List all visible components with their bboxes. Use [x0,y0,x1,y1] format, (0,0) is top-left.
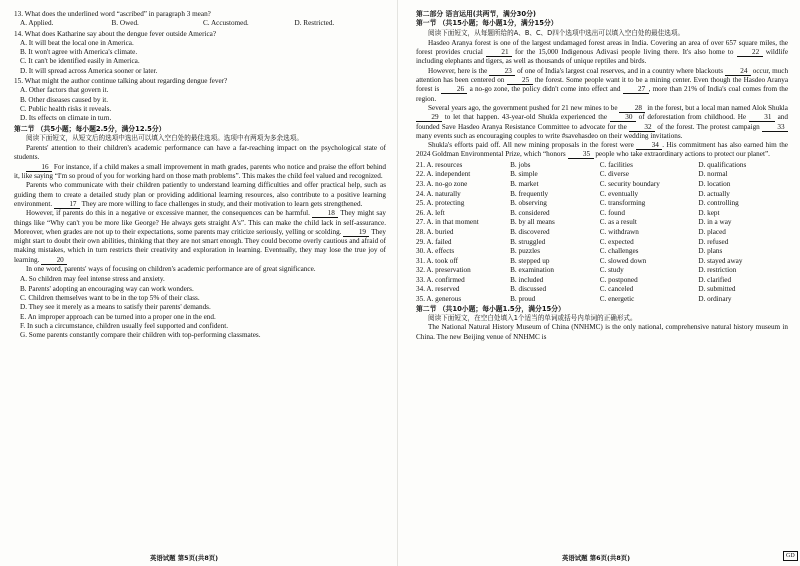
q15-option-c[interactable]: C. Public health risks it reveals. [20,104,112,113]
q13-options [14,19,386,28]
q14-stem: 14. What does Katharine say about the dengue fever outside America? [14,29,217,38]
q14-option-b[interactable]: B. It won't agree with America's climate. [20,48,138,57]
blank-35[interactable]: 35 [568,150,594,159]
cloze-option[interactable]: C. postponed [599,275,638,284]
cloze-option[interactable]: D. normal [698,170,728,179]
blank-27[interactable]: 27 [623,85,649,94]
cloze-option[interactable]: B. frequently [510,189,549,198]
section2-grammar-heading: 第二节 （共10小题；每小题1.5分，满分15分） [416,304,565,313]
q14-option-c[interactable]: C. It can't be identified easily in America. [20,57,140,66]
q15-option-b[interactable]: B. Other diseases caused by it. [20,95,109,104]
blank-28[interactable]: 28 [619,104,645,113]
passage-paragraph-4: However, if parents do this in a negative or excessive manner, the consequences can be harmful. 18 They might say things like “Why can't you be more like George? He always gets straight A's”. This can make the child lack in self-assurance. Moreover, when grades are not up to their expectations, some parents may criticize seriously, yelling or scolding. 19 They might start to doubt their own abilities, thinking that they are not smart enough. They could become overly cautious and afraid of making mistakes, which in turn restricts their creativity and exploration in learning. Eventually, they may lose the true joy of learning. 20 [14,209,386,264]
cloze-option[interactable]: D. plans [698,247,723,256]
blank-19[interactable]: 19 [343,228,369,237]
blank-16[interactable]: 16 [26,163,52,172]
choice-e[interactable]: E. An improper approach can be turned into a proper one in the end. [20,312,216,321]
q15-stem: 15. What might the author continue talking about regarding dengue fever? [14,77,228,86]
blank-21[interactable]: 21 [486,48,512,57]
q14-option-d[interactable]: D. It will spread across America sooner or later. [20,66,158,75]
cloze-option[interactable]: 24. A. naturally [416,189,461,198]
cloze-option[interactable]: D. ordinary [698,295,732,304]
cloze-option[interactable]: B. stepped up [510,256,550,265]
blank-18[interactable]: 18 [312,209,338,218]
choice-b[interactable]: B. Parents' adopting an encouraging way can work wonders. [20,284,194,293]
cloze-option[interactable]: 27. A. in that moment [416,218,479,227]
blank-30[interactable]: 30 [610,113,636,122]
cloze-option[interactable]: C. slowed down [599,256,647,265]
cloze-option[interactable]: 26. A. left [416,208,445,217]
cloze-option[interactable]: D. kept [698,208,720,217]
cloze-option[interactable]: C. canceled [599,285,634,294]
blank-34[interactable]: 34 [636,141,662,150]
cloze-paragraph-1: Hasdeo Aranya forest is one of the largest undamaged forest areas in India. Covering an area of over 657 square miles, the forest provides crucial 21 for the 15,000 Indigenous Adivasi people living there. It's also home to 22 wildlife including elephants and tigers, as well as thousands of unique reptiles and birds. [416,38,788,66]
cloze-option[interactable]: D. placed [698,227,726,236]
q13-option-c[interactable]: C. Accustomed. [203,19,249,28]
q13-option-a[interactable]: A. Applied. [20,19,54,28]
cloze-option[interactable]: B. included [510,275,544,284]
cloze-option[interactable]: 32. A. preservation [416,266,471,275]
cloze-option[interactable]: 34. A. reserved [416,285,460,294]
cloze-option[interactable]: D. refused [698,237,729,246]
cloze-option[interactable]: 35. A. generous [416,295,462,304]
cloze-option[interactable]: B. proud [510,295,536,304]
cloze-option[interactable]: D. clarified [698,275,732,284]
cloze-option[interactable]: B. observing [510,199,547,208]
left-page [14,10,386,550]
cloze-option[interactable]: C. found [599,208,625,217]
cloze-option[interactable]: 22. A. independent [416,170,471,179]
section2-heading: 第二节 （共5小题；每小题2.5分，满分12.5分） [14,124,166,133]
cloze-options-table [416,161,788,305]
cloze-option[interactable]: B. examination [510,266,555,275]
blank-29[interactable]: 29 [416,113,442,122]
cloze-option[interactable]: B. discussed [510,285,547,294]
corner-mark: GD [783,551,798,561]
cloze-option[interactable]: D. in a way [698,218,732,227]
q15-option-d[interactable]: D. Its effects on climate in turn. [20,114,112,123]
right-page [416,10,788,550]
cloze-option[interactable]: 30. A. effects [416,247,455,256]
q13-stem: 13. What does the underlined word “ascribed” in paragraph 3 mean? [14,10,211,18]
cloze-option[interactable]: C. expected [599,237,634,246]
passage-paragraph-3: Parents who communicate with their children patiently to understand learning difficulties and offer practical help, such as guiding them to create a detailed study plan or providing additional learning resources, also contribute to a positive learning environment. 17 They are more willing to face challenges in study, and their motivation to learn gets strengthened. [14,181,386,208]
cloze-option[interactable]: C. eventually [599,189,639,198]
grammar-passage: The National Natural History Museum of China (NNHMC) is the only national, comprehensive natural history museum in China. The new Beijing venue of NNHMC is [416,323,788,341]
blank-33[interactable]: 33 [762,123,788,132]
choice-d[interactable]: D. They see it merely as a means to satisfy their parents' demands. [20,303,211,312]
cloze-option[interactable]: D. location [698,179,731,188]
cloze-option[interactable]: C. challenges [599,247,639,256]
cloze-paragraph-3: Several years ago, the government pushed for 21 new mines to be 28 in the forest, but a local man named Alok Shukla 29 to let that happen. 43-year-old Shukla experienced the 30 of deforestation from childhood. He 31 and founded Save Hasdeo Aranya Resistance Committee to advocate for the 32 of the forest. The protest campaign 33 many events such as encouraging couples to write #savehasdeo on their wedding invitations. [416,103,788,140]
cloze-paragraph-2: However, here is the 23 of one of India's largest coal reserves, and in a country where blackouts 24 occur, much attention has been centered on 25 the forest. Some people want it to be a mining center. Even though the Hasdeo Aranya forest is 26 a no-go zone, the policy didn't come into effect and 27 , more than 21% of India's coal comes from the region. [416,66,788,103]
cloze-option[interactable]: 33. A. confirmed [416,275,465,284]
cloze-option[interactable]: C. as a result [599,218,637,227]
section1-instructions: 阅读下面短文，从每题所给的A、B、C、D四个选项中选出可以填入空白处的最佳选项。 [428,28,685,37]
left-page-footer: 英语试题 第5页(共8页) [150,554,219,562]
blank-31[interactable]: 31 [749,113,775,122]
passage-paragraph-2: 16 For instance, if a child makes a small improvement in math grades, parents who notice and praise the effort behind it, like saying “I'm so proud of you for working hard on those math problems”. This makes the child feel valued and recognized. [14,162,386,181]
cloze-option[interactable]: 25. A. protecting [416,199,465,208]
blank-20[interactable]: 20 [41,256,67,265]
cloze-option[interactable]: B. puzzles [510,247,541,256]
cloze-option[interactable]: B. jobs [510,160,531,169]
cloze-option[interactable]: C. energetic [599,295,635,304]
q13-option-b[interactable]: B. Owed. [111,19,139,28]
cloze-option[interactable]: B. struggled [510,237,546,246]
blank-32[interactable]: 32 [629,123,655,132]
cloze-option[interactable]: 23. A. no-go zone [416,179,468,188]
cloze-option[interactable]: D. actually [698,189,730,198]
cloze-option[interactable]: D. submitted [698,285,736,294]
choice-c[interactable]: C. Children themselves want to be in the top 5% of their class. [20,293,200,302]
cloze-option[interactable]: C. transforming [599,199,646,208]
page-fold [397,0,398,566]
section2-grammar-instructions: 阅读下面短文，在空白处填入1个适当的单词或括号内单词的正确形式。 [428,313,637,322]
passage-paragraph-1: Parents' attention to their children's academic performance can have a far-reaching impact on the psychological state of students. [14,144,386,162]
cloze-option[interactable]: D. controlling [698,199,739,208]
right-page-footer: 英语试题 第6页(共8页) [562,554,631,562]
passage-paragraph-5: In one word, parents' ways of focusing on children's academic performance are of great significance. [26,265,316,274]
cloze-option[interactable]: C. security boundary [599,179,660,188]
section1-heading: 第一节 （共15小题；每小题1分，满分15分） [416,19,558,28]
blank-17[interactable]: 17 [54,200,80,209]
choice-a[interactable]: A. So children may feel intense stress and anxiety. [20,275,165,284]
seven-choose-five-options [14,275,386,340]
cloze-option[interactable]: B. simple [510,170,538,179]
q15-options [14,86,386,123]
cloze-option[interactable]: 21. A. resources [416,160,463,169]
cloze-option[interactable]: D. restriction [698,266,737,275]
cloze-option[interactable]: C. study [599,266,624,275]
cloze-option[interactable]: C. facilities [599,160,633,169]
section2-instructions: 阅读下面短文，从短文后的选项中选出可以填入空白处的最佳选项。选项中有两项为多余选项。 [26,133,303,142]
cloze-option[interactable]: C. withdrawn [599,227,639,236]
q13-option-d[interactable]: D. Restricted. [294,19,335,28]
blank-26[interactable]: 26 [441,85,467,94]
cloze-option[interactable]: 28. A. buried [416,227,454,236]
cloze-option[interactable]: D. stayed away [698,256,743,265]
blank-23[interactable]: 23 [489,67,515,76]
cloze-option[interactable]: D. qualifications [698,160,747,169]
part2-heading: 第二部分 语言运用(共两节，满分30分) [416,10,536,18]
cloze-option[interactable]: 29. A. failed [416,237,452,246]
cloze-paragraph-4: Shukla's efforts paid off. All new mining proposals in the forest were 34 . His commitment has also earned him the 2024 Goldman Environmental Prize, which “honors 35 people who take extraordinary actions to protect our planet”. [416,141,788,159]
choice-f[interactable]: F. In such a circumstance, children usually feel supported and confident. [20,321,228,330]
cloze-option[interactable]: B. discovered [510,227,550,236]
cloze-option[interactable]: B. market [510,179,539,188]
blank-25[interactable]: 25 [507,76,533,85]
q14-option-a[interactable]: A. It will beat the local one in America. [20,38,134,47]
cloze-option[interactable]: B. considered [510,208,550,217]
choice-g[interactable]: G. Some parents constantly compare their children with top-performing classmates. [20,331,261,340]
cloze-option[interactable]: B. by all means [510,218,555,227]
cloze-option[interactable]: C. diverse [599,170,629,179]
q15-option-a[interactable]: A. Other factors that govern it. [20,86,109,95]
blank-24[interactable]: 24 [725,67,751,76]
q14-options [14,39,386,76]
cloze-option[interactable]: 31. A. took off [416,256,458,265]
blank-22[interactable]: 22 [737,48,763,57]
